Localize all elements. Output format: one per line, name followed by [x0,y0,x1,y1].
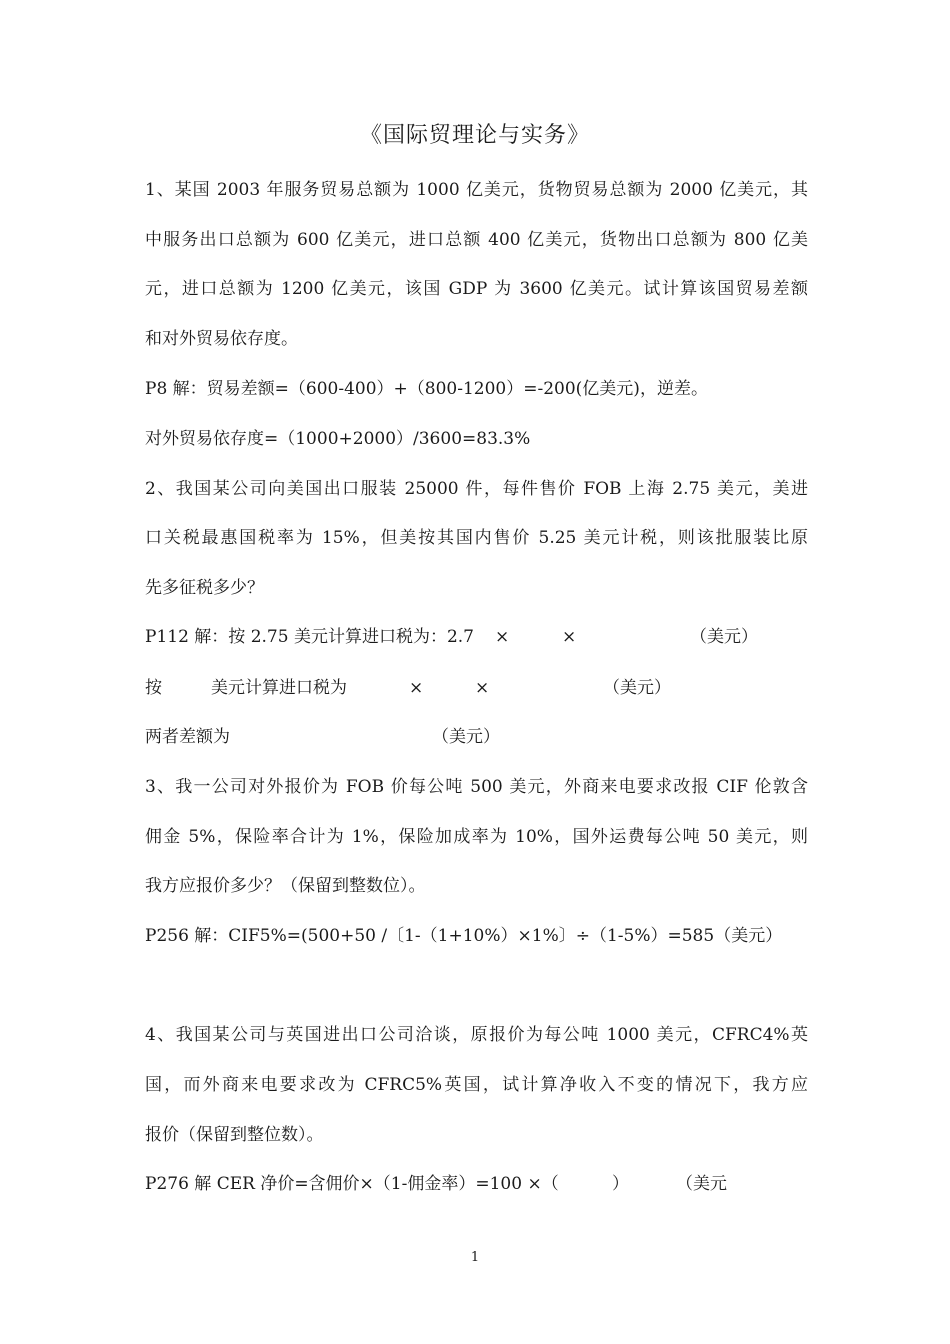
q2-line-3: 先多征税多少？ [145,578,264,598]
q1-line-2: 中服务出口总额为 600 亿美元，进口总额 400 亿美元，货物出口总额为 800 亿美 [145,230,808,250]
q3-line-3: 我方应报价多少？（保留到整数位）。 [145,876,426,896]
page-number: 1 [470,1250,480,1265]
q1-line-3: 元，进口总额为 1200 亿美元，该国 GDP 为 3600 亿美元。试计算该国贸易差额 [145,279,808,299]
q4-answer-close-paren: ） [612,1174,629,1194]
q2-answer-2-prefix: 按 [145,678,162,698]
q2-answer-1-times-1: × [495,627,510,647]
q3-answer: P256 解：CIF5%=(500+50 /〔1-（1+10%）×1%〕÷（1-5%）=585（美元） [145,926,783,946]
q4-line-2: 国，而外商来电要求改为 CFRC5%英国，试计算净收入不变的情况下，我方应 [145,1075,808,1095]
q2-answer-1-times-2: × [562,627,577,647]
q2-line-2: 口关税最惠国税率为 15%，但美按其国内售价 5.25 美元计税，则该批服装比原 [145,528,808,548]
q2-answer-2-text: 美元计算进口税为 [211,678,347,698]
q3-line-2: 佣金 5%，保险率合计为 1%，保险加成率为 10%，国外运费每公吨 50 美元，则 [145,827,808,847]
document-title: 《国际贸理论与实务》 [359,123,590,148]
q1-answer-dependency: 对外贸易依存度=（1000+2000）/3600=83.3% [145,429,531,449]
q4-line-3: 报价（保留到整位数）。 [145,1125,324,1145]
q2-answer-2-times-1: × [409,678,424,698]
q1-line-4: 和对外贸易依存度。 [145,329,298,349]
q2-answer-2-unit: （美元） [603,678,671,698]
q2-answer-2-times-2: × [475,678,490,698]
q2-answer-3-text: 两者差额为 [145,727,230,747]
q3-line-1: 3、我一公司对外报价为 FOB 价每公吨 500 美元，外商来电要求改报 CIF 伦敦含 [145,777,808,797]
q1-answer-trade-balance: P8 解：贸易差额=（600-400）+（800-1200）=-200(亿美元)，逆差。 [145,379,708,399]
q4-line-1: 4、我国某公司与英国进出口公司洽谈，原报价为每公吨 1000 美元，CFRC4%英 [145,1025,808,1045]
q2-line-1: 2、我国某公司向美国出口服装 25000 件，每件售价 FOB 上海 2.75 美元，美进 [145,479,808,499]
q1-line-1: 1、某国 2003 年服务贸易总额为 1000 亿美元，货物贸易总额为 2000 亿美元，其 [145,180,808,200]
q2-answer-1-unit: （美元） [690,627,758,647]
q4-answer-unit: （美元 [676,1174,727,1194]
q2-answer-1-text: P112 解：按 2.75 美元计算进口税为：2.7 [145,627,474,647]
q2-answer-3-unit: （美元） [432,727,500,747]
q4-answer-text: P276 解 CER 净价=含佣价×（1-佣金率）=100 ×（ [145,1174,559,1194]
